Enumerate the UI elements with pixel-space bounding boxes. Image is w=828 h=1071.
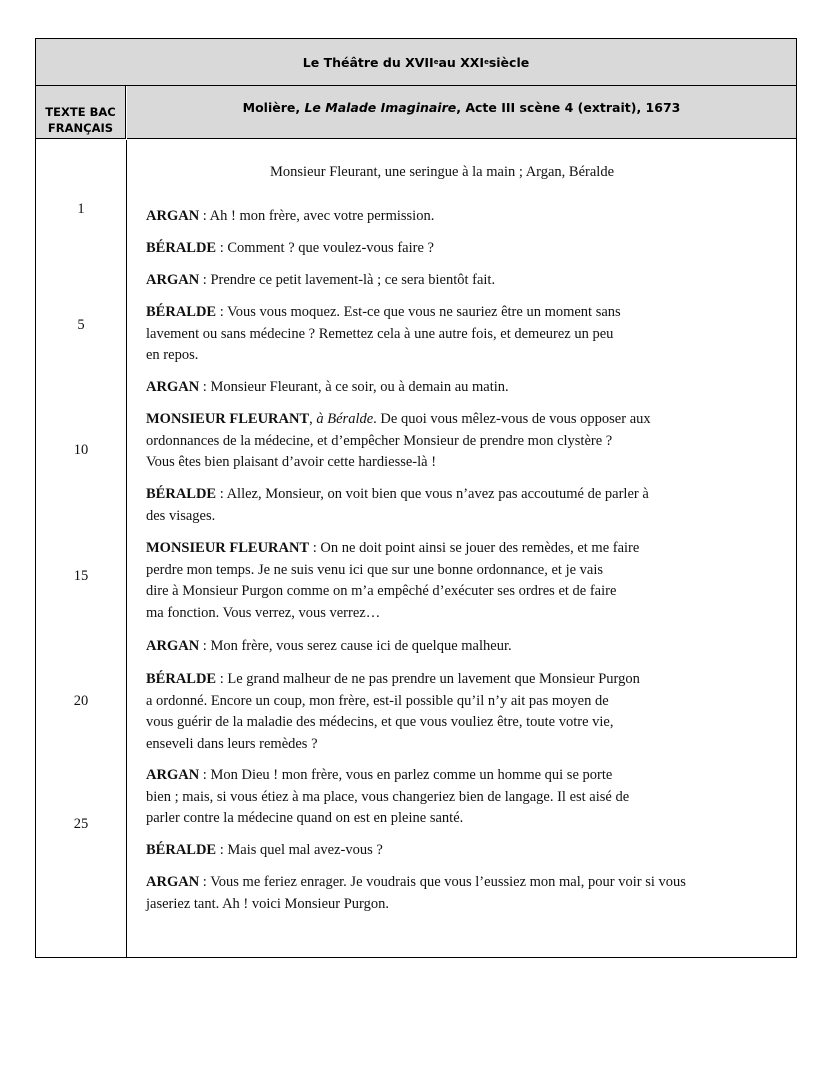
dialogue-reply [146,840,787,862]
reply-text: : Mais quel mal avez-vous ? [216,842,383,858]
reply-text: : Comment ? que voulez-vous faire ? [216,240,434,256]
speaker-name: MONSIEUR FLEURANT [146,411,310,427]
reply-text: : Vous vous moquez. Est-ce que vous ne sauriez être un moment sans [216,304,621,320]
doc-type-line-1: TEXTE BAC [45,105,116,119]
speaker-name: BÉRALDE [146,240,217,256]
work-reference [127,86,796,139]
reply-text: : Allez, Monsieur, on voit bien que vous n’avez pas accoutumé de parler à [216,486,649,502]
doc-type-line-2: FRANÇAIS [47,121,114,135]
reply-text: : Ah ! mon frère, avec votre permission. [199,208,435,224]
reply-text: : Mon frère, vous serez cause ici de quelque malheur. [199,638,512,654]
dialogue-reply [146,538,787,624]
speaker-name: ARGAN [146,874,200,890]
reply-text: ma fonction. Vous verrez, vous verrez… [146,604,381,621]
reply-text: : Vous me feriez enrager. Je voudrais que vous l’eussiez mon mal, pour voir si vous [199,874,686,890]
reply-text: . De quoi vous mêlez-vous de vous opposer aux [373,411,651,427]
dialogue-reply [146,484,787,527]
speaker-name: BÉRALDE [146,842,217,858]
dialogue-reply [146,377,787,399]
reply-text: des visages. [146,507,216,524]
reply-text: : Mon Dieu ! mon frère, vous en parlez comme un homme qui se porte [199,767,613,783]
reply-text: vous guérir de la maladie des médecins, et que vous vouliez être, toute votre vie, [146,714,614,730]
line-number: 5 [77,317,85,333]
reply-text: Vous êtes bien plaisant d’avoir cette hardiesse-là ! [146,454,437,470]
work-author: Molière, [242,100,305,115]
speaker-name: MONSIEUR FLEURANT [146,540,310,556]
dialogue-reply [146,765,787,830]
work-details: , Acte III scène 4 (extrait), 1673 [456,100,681,115]
stage-direction: Monsieur Fleurant, une seringue à la main ; Argan, Béralde [270,164,615,180]
reply-text: parler contre la médecine quand on est en pleine santé. [146,810,464,826]
title-prefix: Le Théâtre du XVII [302,54,434,70]
speaker-name: BÉRALDE [146,304,217,320]
column-divider [126,140,127,958]
line-number: 1 [77,201,85,217]
line-number: 10 [73,442,89,458]
reply-text: jaseriez tant. Ah ! voici Monsieur Purgon. [146,895,389,912]
dialogue-reply [146,669,787,755]
speaker-name: ARGAN [146,272,200,288]
title-superscript-2: e [484,58,489,66]
stage-note: à Béralde [316,411,374,427]
line-number: 25 [73,816,89,832]
speaker-name: ARGAN [146,379,200,395]
line-number: 15 [73,568,89,584]
speaker-name: ARGAN [146,767,200,783]
reply-text: : Le grand malheur de ne pas prendre un lavement que Monsieur Purgon [216,671,640,687]
reply-text: ordonnances de la médecine, et d’empêcher Monsieur de prendre mon clystère ? [146,432,613,449]
reply-text: a ordonné. Encore un coup, mon frère, est-il possible qu’il n’y ait pas moyen de [146,692,609,709]
reply-text: : On ne doit point ainsi se jouer des remèdes, et me faire [309,540,640,556]
dialogue-reply [146,270,787,292]
speaker-name: ARGAN [146,638,200,654]
dialogue-reply [146,302,787,367]
reply-text: bien ; mais, si vous étiez à ma place, vous changeriez bien de langage. Il est aisé de [146,788,630,805]
dialogue-reply [146,206,787,228]
dialogue-reply [146,636,787,658]
reply-text: dire à Monsieur Purgon comme on m’a empêché d’exécuter ses ordres et de faire [146,583,617,599]
section-title [36,39,796,86]
speaker-name: BÉRALDE [146,671,217,687]
speaker-name: BÉRALDE [146,486,217,502]
title-suffix: siècle [488,54,530,70]
title-middle: au XXI [438,54,485,70]
reply-text: : Prendre ce petit lavement-là ; ce sera bientôt fait. [199,272,496,288]
reply-text: enseveli dans leurs remèdes ? [146,735,318,752]
dialogue-reply [146,872,787,915]
dialogue-reply: MONSIEUR FLEURANT, à Béralde. De quoi vous mêlez-vous de vous opposer aux ordonnances de la médecine, et d’empêcher Monsieur de prendre mon clystère ? Vous êtes bien plaisant d’avoir cette hardiesse-là ! [146,409,787,474]
work-title: Le Malade Imaginaire [304,100,457,115]
speaker-name: ARGAN [146,208,200,224]
reply-text: lavement ou sans médecine ? Remettez cela à une autre fois, et demeurez un peu [146,325,614,342]
doc-type-label [36,86,126,139]
document-table [35,38,797,958]
reply-text: en repos. [146,347,199,363]
title-superscript-1: e [433,58,439,66]
reply-text: : Monsieur Fleurant, à ce soir, ou à demain au matin. [199,379,509,395]
line-number: 20 [73,693,89,709]
dialogue-reply [146,238,787,260]
reply-text: perdre mon temps. Je ne suis venu ici que sur une bonne ordonnance, et je vais [146,561,604,578]
